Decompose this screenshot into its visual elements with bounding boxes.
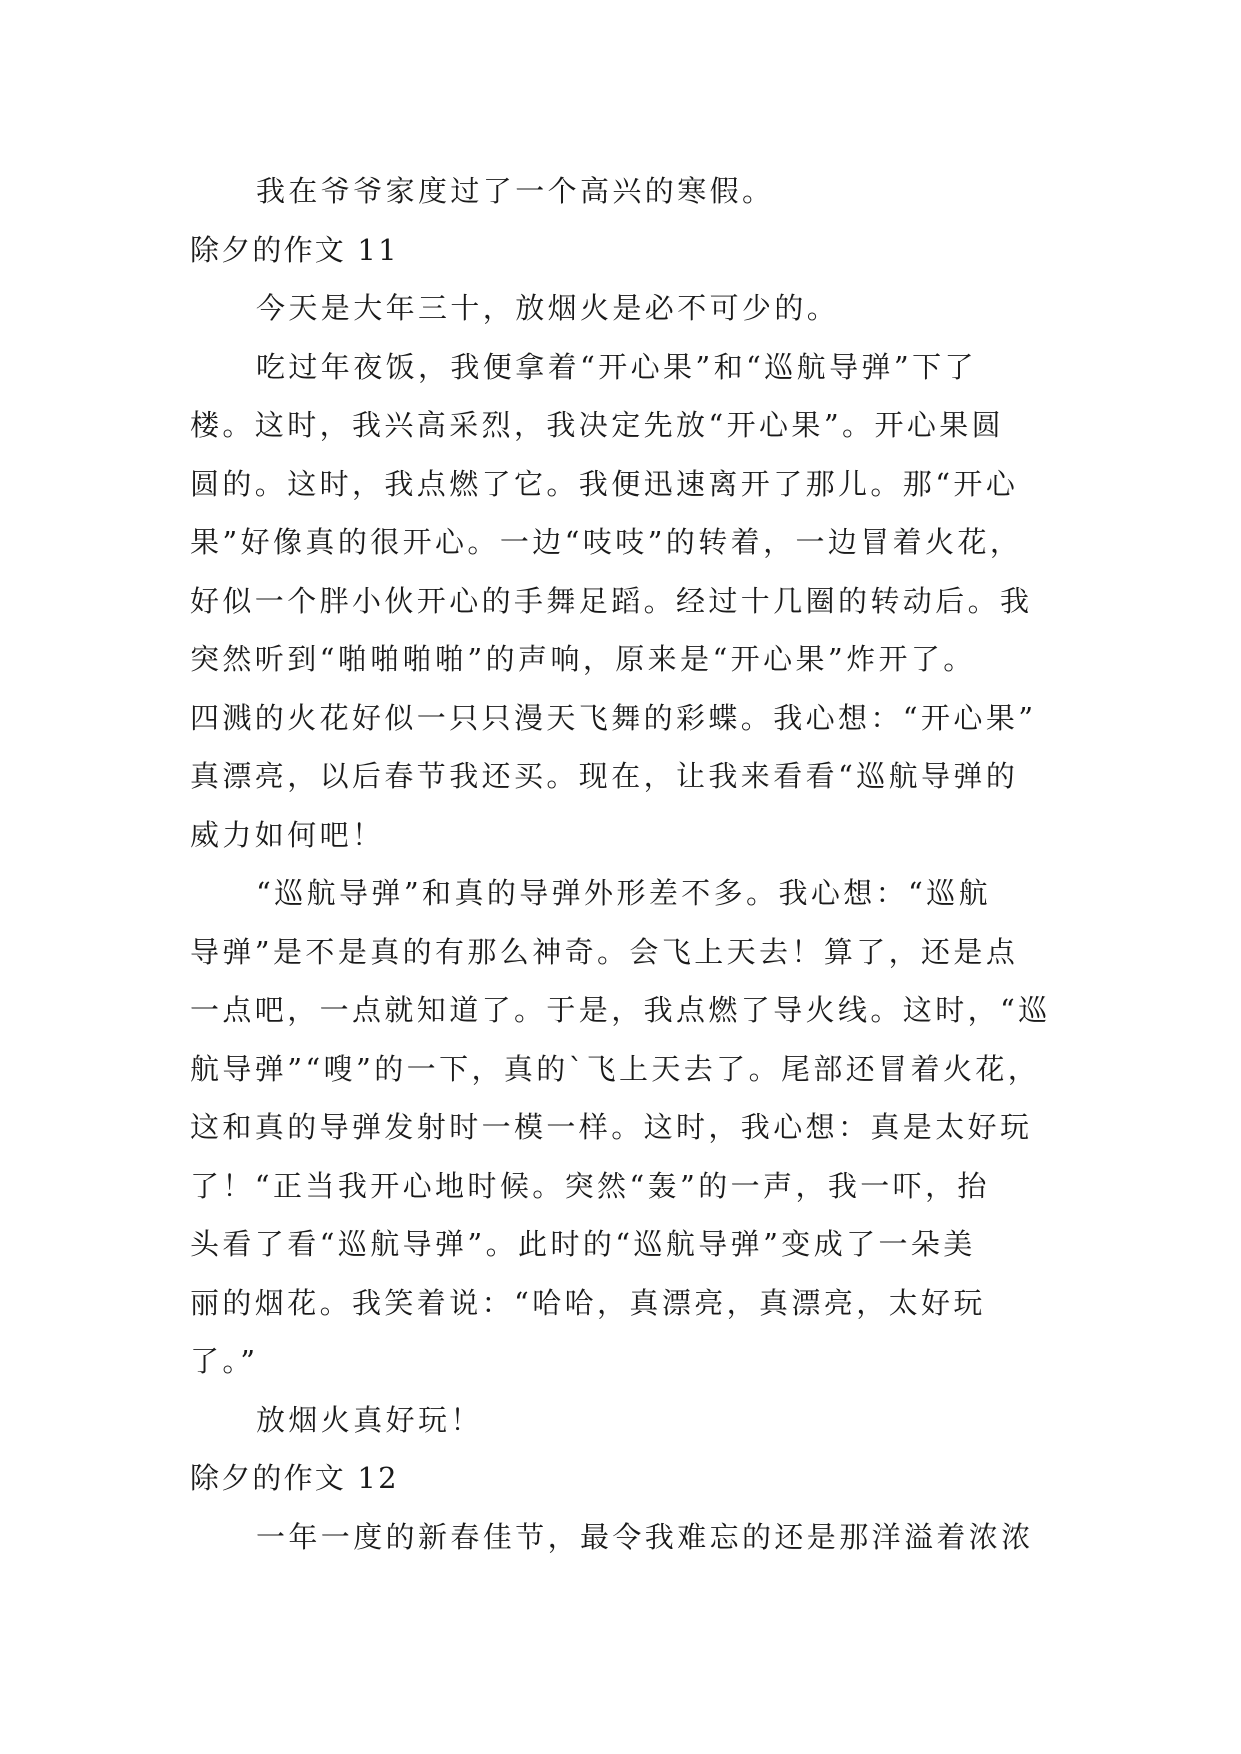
paragraph-line: 一点吧，一点就知道了。于是，我点燃了导火线。这时，“巡 <box>190 993 1051 1027</box>
paragraph-line: 放烟火真好玩！ <box>256 1402 483 1437</box>
paragraph-line: 丽的烟花。我笑着说：“哈哈，真漂亮，真漂亮，太好玩 <box>190 1285 986 1320</box>
paragraph-line: 真漂亮，以后春节我还买。现在，让我来看看“巡航导弹的 <box>190 759 1019 793</box>
paragraph-line: 一年一度的新春佳节，最令我难忘的还是那洋溢着浓浓 <box>256 1519 1034 1554</box>
paragraph-line: 这和真的导弹发射时一模一样。这时，我心想：真是太好玩 <box>190 1110 1033 1144</box>
paragraph-line: 威力如何吧！ <box>190 817 385 852</box>
paragraph-line: 吃过年夜饭，我便拿着“开心果”和“巡航导弹”下了 <box>256 349 977 384</box>
paragraph-line: 好似一个胖小伙开心的手舞足蹈。经过十几圈的转动后。我 <box>190 583 1033 618</box>
paragraph-line: 了。” <box>190 1344 259 1378</box>
paragraph-line: 楼。这时，我兴高采烈，我决定先放“开心果”。开心果圆 <box>190 408 1005 442</box>
paragraph-line: 四溅的火花好似一只只漫天飞舞的彩蝶。我心想：“开心果” <box>190 700 1037 735</box>
paragraph-line: “巡航导弹”和真的导弹外形差不多。我心想：“巡航 <box>256 876 992 910</box>
paragraph-line: 今天是大年三十，放烟火是必不可少的。 <box>256 291 840 325</box>
paragraph-line: 我在爷爷家度过了一个高兴的寒假。 <box>256 174 775 208</box>
document-page <box>190 162 1050 1566</box>
paragraph-line: 果”好像真的很开心。一边“吱吱”的转着，一边冒着火花， <box>190 525 1023 559</box>
paragraph-line: 航导弹”“嗖”的一下，真的`飞上天去了。尾部还冒着火花， <box>190 1051 1041 1086</box>
section-heading: 除夕的作文 12 <box>190 1461 399 1495</box>
section-heading: 除夕的作文 11 <box>190 232 399 267</box>
paragraph-line: 头看了看“巡航导弹”。此时的“巡航导弹”变成了一朵美 <box>190 1227 976 1261</box>
paragraph-line: 突然听到“啪啪啪啪”的声响，原来是“开心果”炸开了。 <box>190 642 976 676</box>
paragraph-line: 了！“正当我开心地时候。突然“轰”的一声，我一吓，抬 <box>190 1168 990 1203</box>
paragraph-line: 圆的。这时，我点燃了它。我便迅速离开了那儿。那“开心 <box>190 466 1019 501</box>
paragraph-line: 导弹”是不是真的有那么神奇。会飞上天去！算了，还是点 <box>190 934 1019 969</box>
